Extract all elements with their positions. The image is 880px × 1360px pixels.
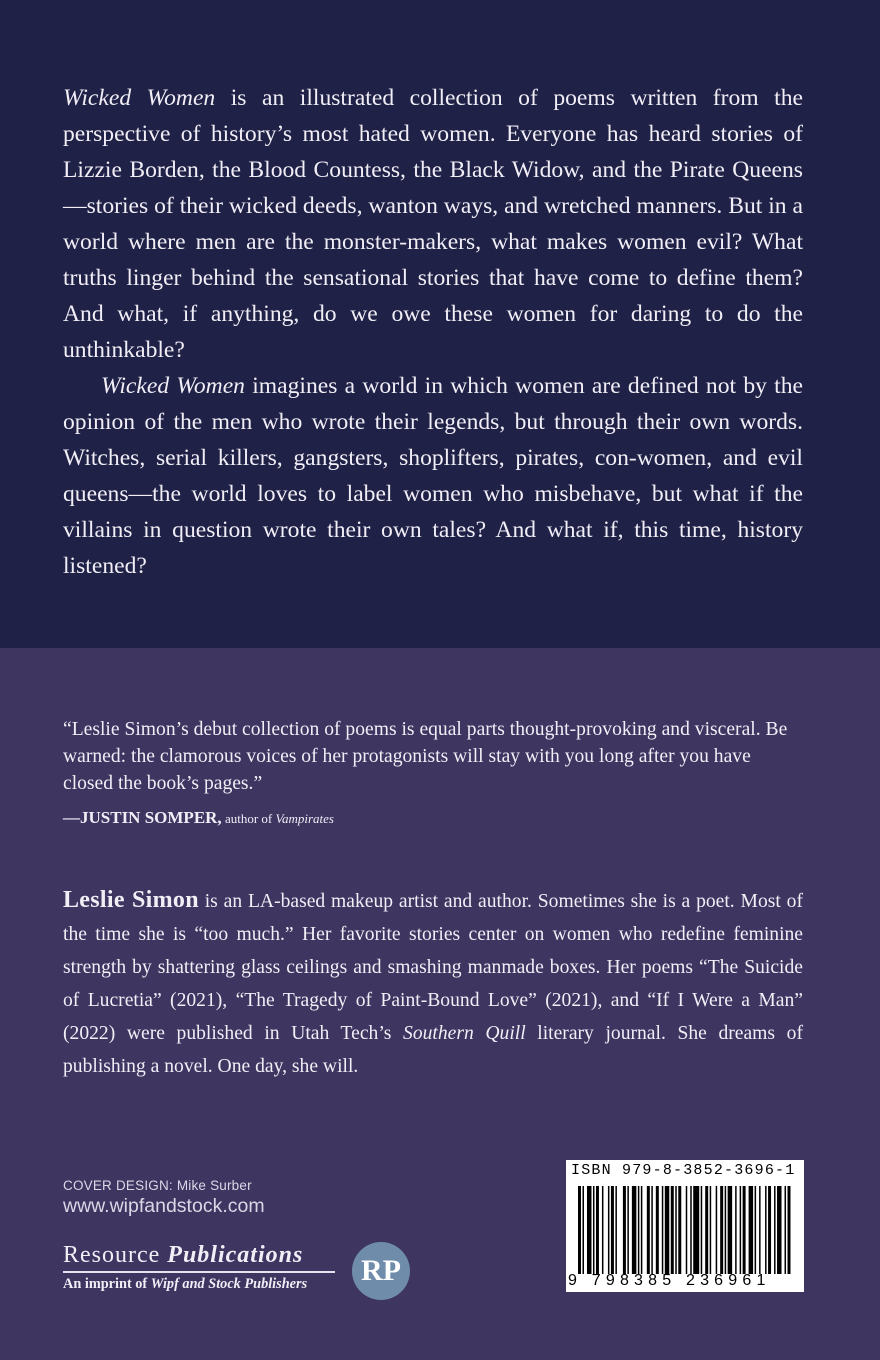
barcode-bar bbox=[735, 1186, 737, 1274]
author-bio bbox=[63, 884, 803, 1083]
cover-design-credit bbox=[63, 1178, 265, 1193]
barcode-bar bbox=[749, 1186, 753, 1274]
barcode-bar bbox=[651, 1186, 653, 1274]
barcode-bar bbox=[675, 1186, 677, 1274]
barcode-bar bbox=[596, 1186, 599, 1274]
barcode-bar bbox=[587, 1186, 591, 1274]
barcode-bar bbox=[638, 1186, 640, 1274]
isbn-barcode bbox=[566, 1160, 804, 1292]
endorsement-attribution bbox=[63, 808, 334, 828]
barcode-bar bbox=[593, 1186, 595, 1274]
barcode-bar bbox=[678, 1186, 681, 1274]
barcode-bar bbox=[632, 1186, 636, 1274]
imprint-name: Wipf and Stock Publishers bbox=[150, 1276, 308, 1292]
endorsement-quote bbox=[63, 716, 805, 797]
publisher-name-italic: Publications bbox=[167, 1242, 304, 1268]
cover-design-label: COVER DESIGN: bbox=[63, 1178, 173, 1193]
barcode-bar bbox=[785, 1186, 787, 1274]
rp-logo-icon: RP bbox=[352, 1242, 410, 1300]
blurb-text-2: imagines a world in which women are defined not by the opinion of the men who wrote their legends, but through their own words. Witches, serial killers, gangsters, shoplifters, pirates, con-women, and evil queens—the world loves to label women who misbehave, but what if the villains in question wrote their own tales? And what if, this time, history listened? bbox=[63, 373, 803, 579]
barcode-bar bbox=[701, 1186, 703, 1274]
barcode-bar bbox=[671, 1186, 674, 1274]
blurb-title-1: Wicked Women bbox=[63, 85, 216, 111]
publisher-website: www.wipfandstock.com bbox=[63, 1195, 265, 1217]
blurb-paragraph-1 bbox=[63, 80, 803, 368]
barcode-bar bbox=[578, 1186, 581, 1274]
barcode-bar bbox=[788, 1186, 791, 1274]
barcode-bar bbox=[647, 1186, 650, 1274]
publisher-imprint bbox=[63, 1276, 348, 1293]
barcode-bar bbox=[627, 1186, 629, 1274]
blurb-text-1: is an illustrated collection of poems written from the perspective of history’s most hated women. Everyone has heard stories of Lizzie Borden, the Blood Countess, the Black Widow, and the Pirate Queens—stories of their wicked deeds, wanton ways, and wretched manners. But in a world where men are the monster-makers, what makes women evil? What truths linger behind the sensational stories that have come to define them? And what, if anything, do we owe these women for daring to do the unthinkable? bbox=[63, 85, 803, 363]
barcode-bar bbox=[608, 1186, 610, 1274]
barcode-bar bbox=[755, 1186, 757, 1274]
barcode-bar bbox=[759, 1186, 761, 1274]
barcode-bar bbox=[623, 1186, 626, 1274]
barcode-bars bbox=[578, 1186, 792, 1274]
barcode-bar bbox=[710, 1186, 712, 1274]
barcode-bar bbox=[777, 1186, 781, 1274]
endorser-role: author of bbox=[221, 811, 276, 826]
barcode-bar bbox=[690, 1186, 692, 1274]
endorser-dash: — bbox=[63, 808, 80, 827]
barcode-bar bbox=[686, 1186, 688, 1274]
barcode-bar bbox=[765, 1186, 767, 1274]
barcode-bar bbox=[641, 1186, 643, 1274]
blurb-paragraph-2 bbox=[63, 368, 803, 584]
cover-credits bbox=[63, 1178, 265, 1218]
barcode-bar bbox=[602, 1186, 604, 1274]
barcode-bar bbox=[662, 1186, 664, 1274]
barcode-bar bbox=[720, 1186, 723, 1274]
barcode-bar bbox=[615, 1186, 617, 1274]
book-blurb bbox=[63, 80, 803, 584]
author-name: Leslie Simon bbox=[63, 887, 199, 913]
barcode-digits: 9 798385 236961 bbox=[568, 1272, 771, 1289]
barcode-bar bbox=[774, 1186, 776, 1274]
endorser-name: JUSTIN SOMPER, bbox=[80, 808, 222, 827]
endorser-work: Vampirates bbox=[275, 811, 334, 826]
bio-journal: Southern Quill bbox=[403, 1023, 526, 1044]
quote-text: “Leslie Simon’s debut collection of poems is equal parts thought-provoking and visceral. Be warned: the clamorous voices of her protagonists will stay with you long after you have closed the book’s pages.” bbox=[63, 719, 788, 794]
barcode-bar bbox=[768, 1186, 771, 1274]
barcode-bar bbox=[716, 1186, 718, 1274]
publisher-block bbox=[63, 1242, 348, 1293]
publisher-name-plain: Resource bbox=[63, 1242, 168, 1268]
barcode-bar bbox=[693, 1186, 699, 1274]
bio-text-1: is an LA-based makeup artist and author. Sometimes she is a poet. Most of the time she is “too much.” Her favorite stories center on women who redefine feminine strength by shattering glass ceilings and smashing manmade boxes. Her poems “The Suicide of Lucretia” (2021), “The Tragedy of Paint-Bound Love” (2021), and “If I Were a Man” (2022) were published in Utah Tech’s bbox=[63, 891, 803, 1044]
blurb-title-2: Wicked Women bbox=[101, 373, 245, 399]
isbn-label: ISBN 979-8-3852-3696-1 bbox=[571, 1162, 796, 1179]
barcode-bar bbox=[743, 1186, 746, 1274]
bio-text-2: literary journal. She dreams of publishing a novel. One day, she will. bbox=[63, 1023, 803, 1077]
barcode-bar bbox=[740, 1186, 742, 1274]
cover-designer: Mike Surber bbox=[172, 1178, 252, 1193]
publisher-rule bbox=[63, 1271, 335, 1273]
barcode-bar bbox=[728, 1186, 732, 1274]
barcode-bar bbox=[611, 1186, 614, 1274]
barcode-bar bbox=[725, 1186, 727, 1274]
bio-paragraph bbox=[63, 884, 803, 1083]
imprint-prefix: An imprint of bbox=[63, 1276, 151, 1292]
barcode-bar bbox=[705, 1186, 708, 1274]
barcode-bar bbox=[582, 1186, 584, 1274]
publisher-name bbox=[63, 1242, 348, 1269]
barcode-bar bbox=[656, 1186, 659, 1274]
barcode-bar bbox=[665, 1186, 669, 1274]
